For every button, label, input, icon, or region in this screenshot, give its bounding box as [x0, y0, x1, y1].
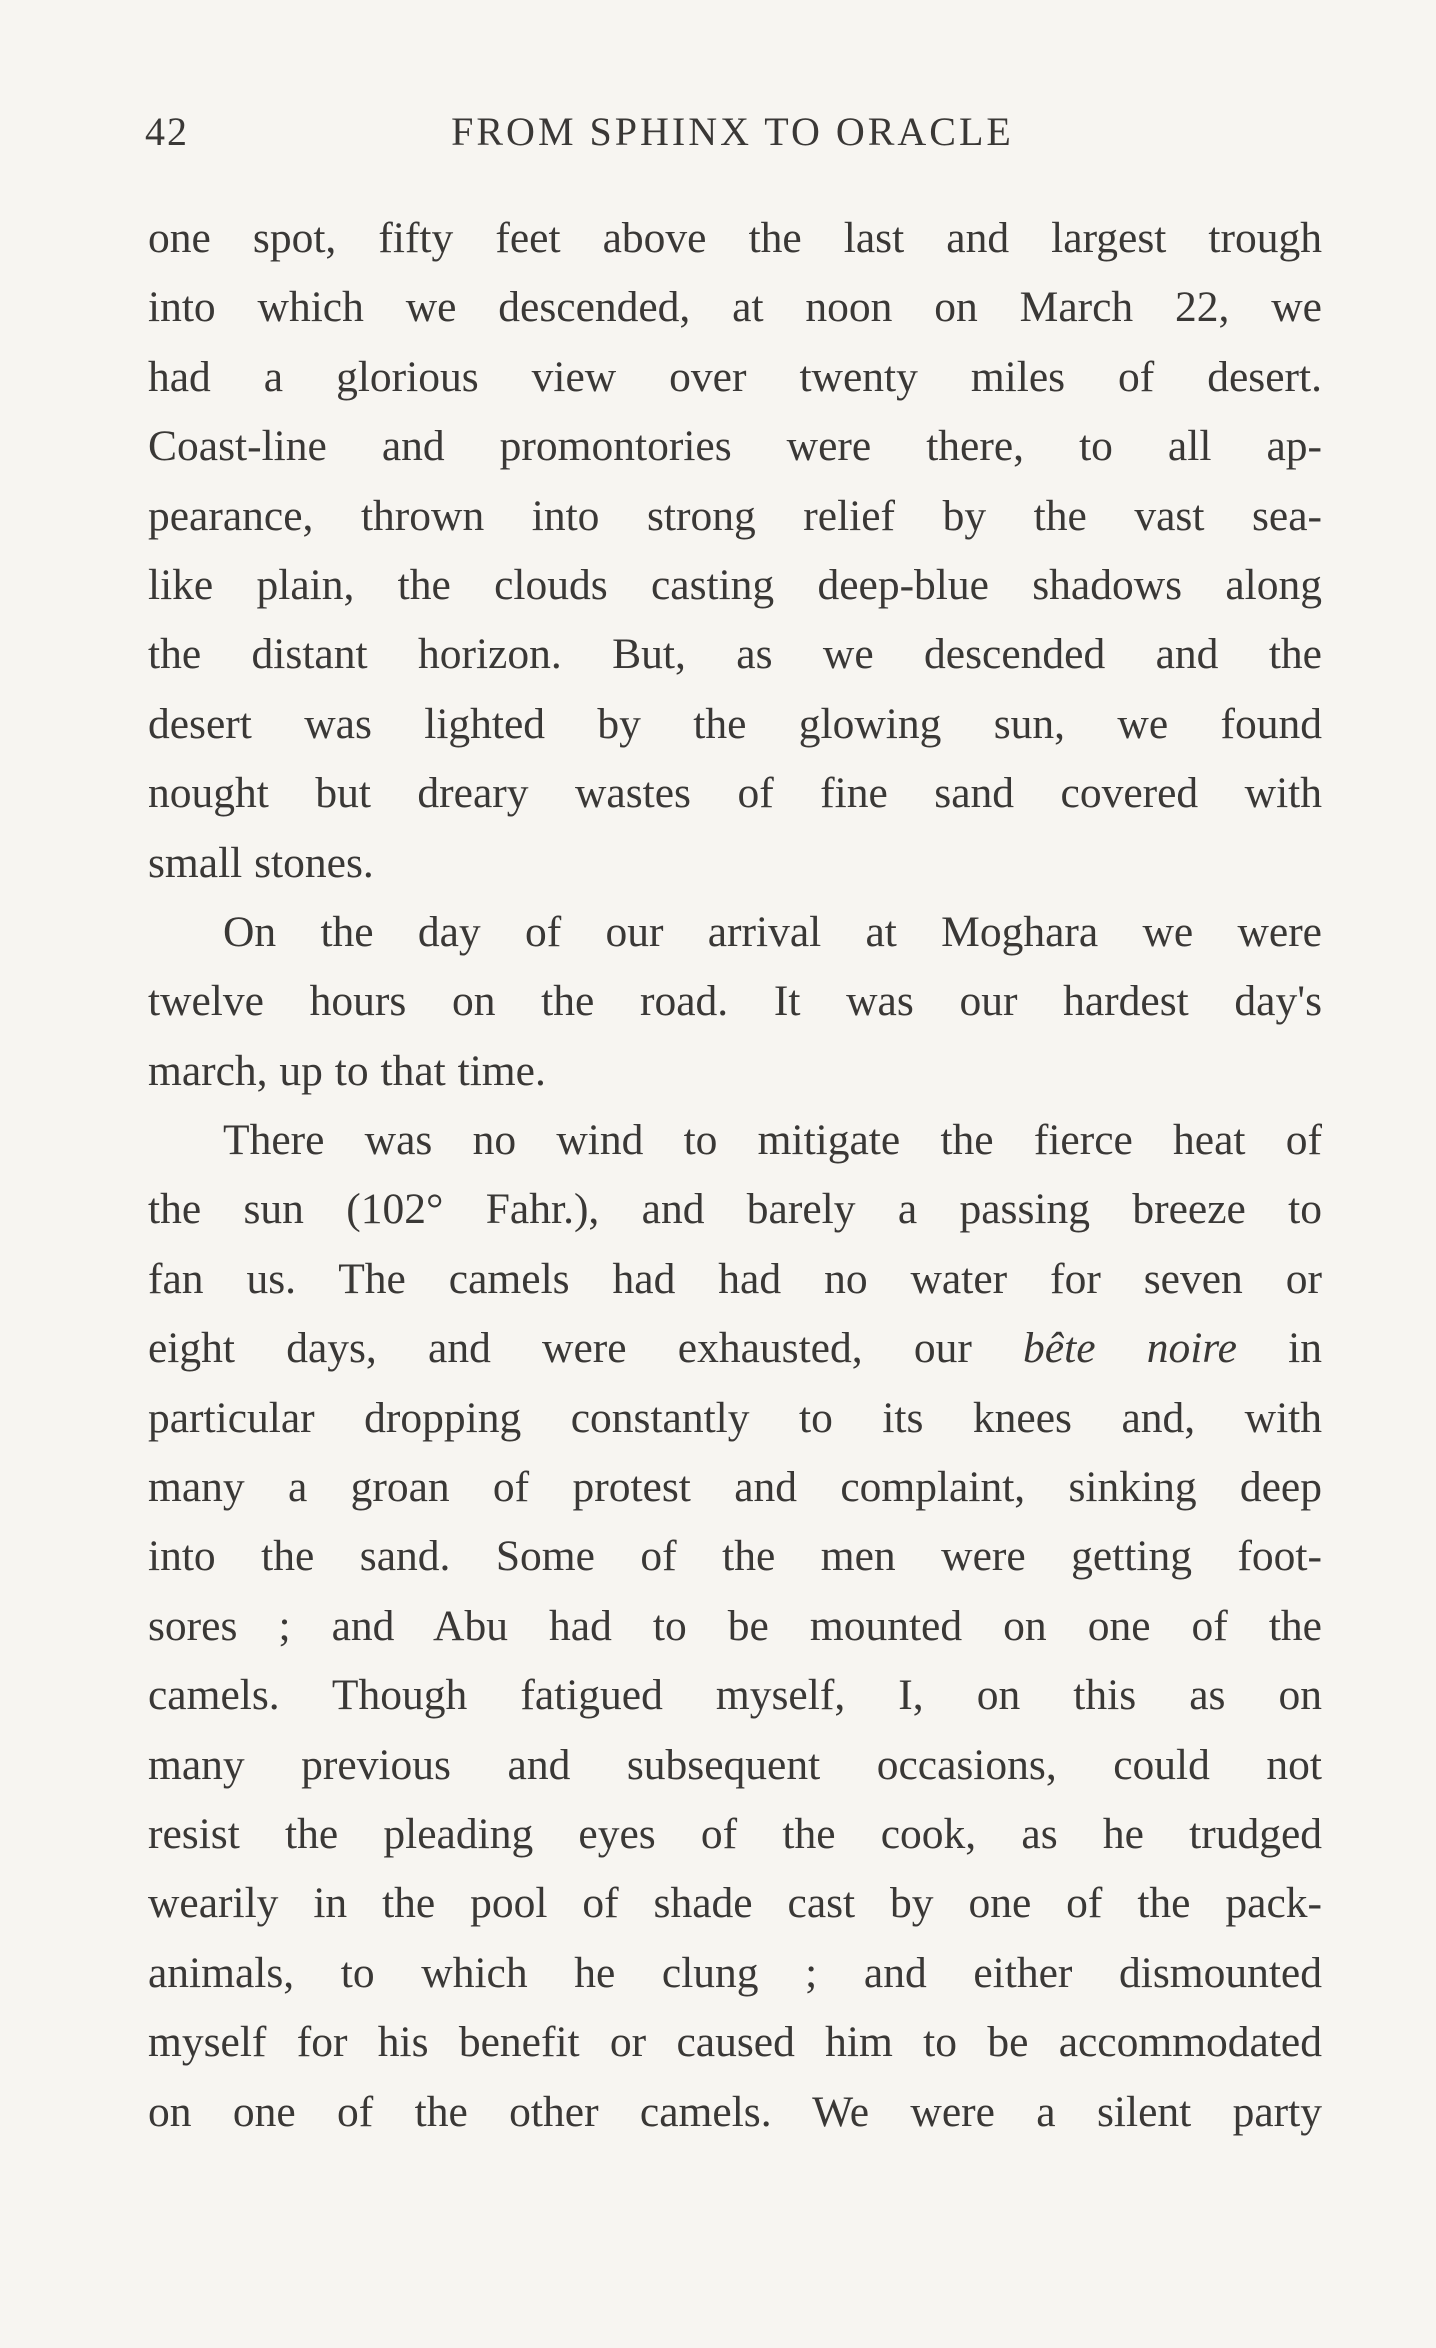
text-line: sores ; and Abu had to be mounted on one of the [148, 1601, 1322, 1650]
text-segment: in [1288, 1324, 1323, 1373]
text-line: fan us. The camels had had no water for seven or [148, 1254, 1322, 1303]
foreign-phrase: bête noire [1023, 1324, 1237, 1373]
text-line: many a groan of protest and complaint, sinking deep [148, 1463, 1322, 1512]
text-line: into which we descended, at noon on March 22, we [148, 283, 1322, 332]
text-line: desert was lighted by the glowing sun, we found [148, 699, 1322, 748]
running-title: FROM SPHINX TO ORACLE [451, 109, 1014, 154]
text-segment: eight days, and were exhausted, our [148, 1324, 972, 1373]
text-line: twelve hours on the road. It was our hardest day's [148, 977, 1322, 1026]
text-line-with-foreign-phrase [148, 1314, 1322, 1383]
text-line: particular dropping constantly to its knees and, with [148, 1393, 1322, 1442]
text-line: like plain, the clouds casting deep-blue shadows along [148, 560, 1322, 609]
text-line: wearily in the pool of shade cast by one of the pack- [148, 1879, 1322, 1928]
text-line: On the day of our arrival at Moghara we were [223, 907, 1322, 956]
page-number: 42 [145, 109, 189, 154]
text-line: Coast-line and promontories were there, to all ap- [148, 422, 1322, 471]
text-line: There was no wind to mitigate the fierce heat of [223, 1116, 1322, 1165]
text-line: had a glorious view over twenty miles of desert. [148, 352, 1322, 401]
text-line: into the sand. Some of the men were getting foot- [148, 1532, 1322, 1581]
text-line: the sun (102° Fahr.), and barely a passing breeze to [148, 1185, 1322, 1234]
text-line: one spot, fifty feet above the last and largest trough [148, 214, 1322, 262]
text-line: camels. Though fatigued myself, I, on this as on [148, 1671, 1322, 1720]
text-line: the distant horizon. But, as we descended and the [148, 630, 1322, 679]
text-line: on one of the other camels. We were a silent party [148, 2087, 1322, 2136]
text-line: nought but dreary wastes of fine sand covered with [148, 769, 1322, 818]
text-line: myself for his benefit or caused him to be accommodated [148, 2018, 1322, 2067]
text-line: march, up to that time. [148, 1046, 546, 1095]
body-text [148, 204, 1322, 2147]
text-line: small stones. [148, 838, 374, 887]
text-line: pearance, thrown into strong relief by the vast sea- [148, 491, 1322, 540]
text-line: many previous and subsequent occasions, could not [148, 1740, 1322, 1789]
text-line: animals, to which he clung ; and either dismounted [148, 1948, 1322, 1997]
text-line: resist the pleading eyes of the cook, as he trudged [148, 1809, 1322, 1858]
running-head [145, 108, 1320, 158]
